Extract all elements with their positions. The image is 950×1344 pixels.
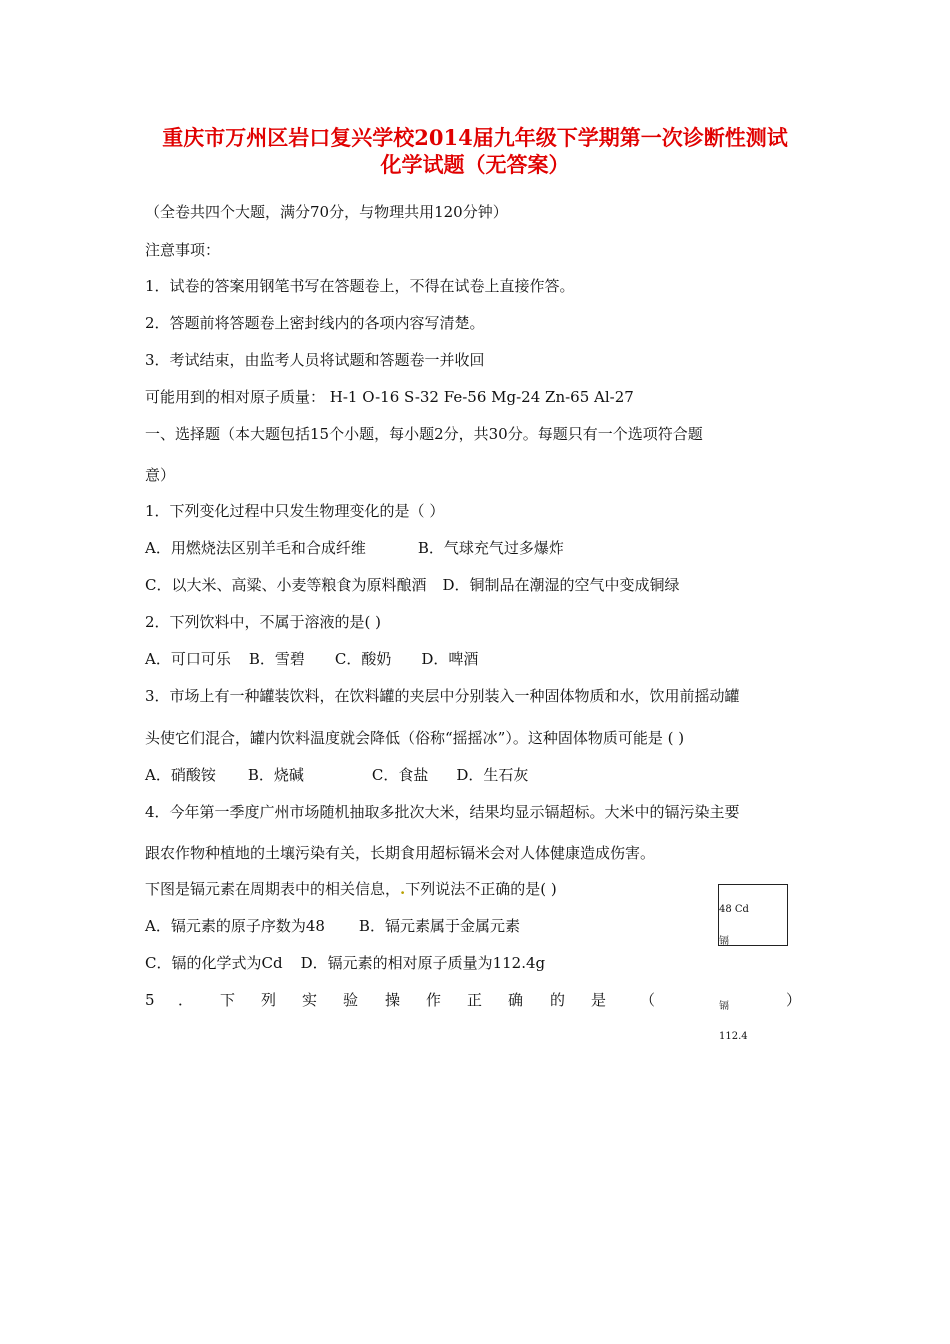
element-name: 镉 [719,1001,729,1012]
q5-char: ． [178,991,194,1009]
notice-item-3: 3．考试结束，由监考人员将试题和答题卷一并收回 [145,351,485,369]
q2-option-b: B．雪碧 [248,650,305,668]
exam-intro: （全卷共四个大题，满分70分，与物理共用120分钟） [145,203,508,221]
page-title-line1: 重庆市万州区岩口复兴学校2014届九年级下学期第一次诊断性测试 [162,125,788,150]
q1-option-c: C．以大米、高粱、小麦等粮食为原料酿酒 [145,576,427,594]
q5-char: 作 [426,991,442,1009]
q5-char: ） [786,991,802,1009]
q1-stem: 1．下列变化过程中只发生物理变化的是（ ） [145,502,445,520]
q1-option-a: A．用燃烧法区别羊毛和合成纤维 [145,539,366,557]
notice-heading: 注意事项： [145,241,221,259]
page-title-line2: 化学试题（无答案） [380,152,570,177]
q5-char: 操 [385,991,401,1009]
q2-option-c: C．酸奶 [334,650,392,668]
q2-option-d: D．啤酒 [421,650,479,668]
q1-options-cd [145,575,680,595]
notice-item-2: 2．答题前将答题卷上密封线内的各项内容写清楚。 [145,314,485,332]
q4-option-d: D．镉元素的相对原子质量为112.4g [300,954,546,972]
q4-stem-3-text: 下图是镉元素在周期表中的相关信息， [145,880,401,898]
q1-option-d: D．铜制品在潮湿的空气中变成铜绿 [442,576,680,594]
q4-option-c: C．镉的化学式为Cd [145,954,283,972]
q5-char: 正 [467,991,483,1009]
element-name-inside: 镉 [719,936,729,947]
q3-option-b: B．烧碱 [247,766,304,784]
q4-option-a: A．镉元素的原子序数为48 [145,917,325,935]
q5-char: 列 [261,991,277,1009]
q4-options-cd [145,953,545,973]
q3-stem-2: 头使它们混合，罐内饮料温度就会降低（俗称“摇摇冰”）。这种固体物质可能是 ( ) [145,729,685,747]
q5-char: 实 [302,991,318,1009]
q5-char: 确 [508,991,524,1009]
q3-option-d: D．生石灰 [456,766,529,784]
q3-option-a: A．硝酸铵 [145,766,216,784]
q5-char: 5 [145,991,155,1009]
q2-option-a: A．可口可乐 [145,650,231,668]
q4-stem-3-question: 下列说法不正确的是( ) [405,880,557,898]
element-number-symbol: 48 Cd [719,904,749,915]
notice-item-1: 1．试卷的答案用钢笔书写在答题卷上，不得在试卷上直接作答。 [145,277,575,295]
q5-char: （ [640,991,656,1009]
q4-stem-3 [145,879,557,899]
emphasis-dot: . [400,880,406,898]
q5-char: 是 [591,991,607,1009]
q4-stem-2: 跟农作物种植地的土壤污染有关，长期食用超标镉米会对人体健康造成伤害。 [145,844,656,862]
section1-heading-cont: 意） [145,466,176,484]
atomic-masses: 可能用到的相对原子质量： H-1 O-16 S-32 Fe-56 Mg-24 Zn-65 Al-27 [145,388,634,406]
section1-heading: 一、选择题（本大题包括15个小题，每小题2分，共30分。每题只有一个选项符合题 [145,425,703,443]
q5-char: 验 [343,991,359,1009]
q5-char: 下 [220,991,236,1009]
element-atomic-mass: 112.4 [719,1031,748,1042]
q2-stem: 2．下列饮料中，不属于溶液的是( ) [145,613,382,631]
q3-stem-1: 3．市场上有一种罐装饮料，在饮料罐的夹层中分别装入一种固体物质和水，饮用前摇动罐 [145,687,740,705]
q1-option-b: B．气球充气过多爆炸 [417,539,564,557]
q4-stem-1: 4．今年第一季度广州市场随机抽取多批次大米，结果均显示镉超标。大米中的镉污染主要 [145,803,740,821]
q2-options [145,649,478,669]
q3-option-c: C．食盐 [371,766,429,784]
q1-options-ab [145,538,564,558]
q4-options-ab [145,916,520,936]
q4-option-b: B．镉元素属于金属元素 [358,917,520,935]
q5-char: 的 [550,991,566,1009]
q3-options [145,765,528,785]
